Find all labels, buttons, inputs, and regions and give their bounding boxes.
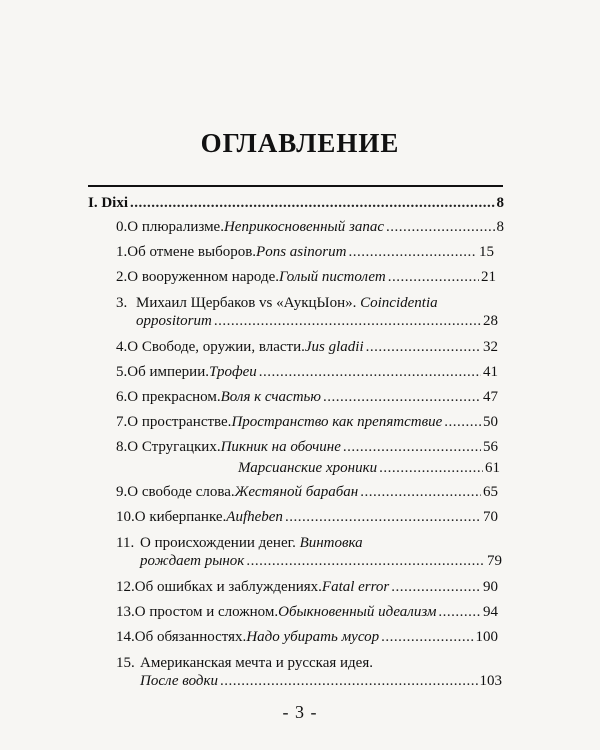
toc-entry-first-line[interactable] (116, 654, 373, 672)
entry-italic: Пространство как препятствие (231, 414, 443, 430)
dot-leader (348, 243, 477, 261)
toc-entry-continuation[interactable] (140, 672, 502, 690)
dot-leader (444, 413, 481, 431)
entry-italic: Марсианские хроники (238, 460, 378, 476)
entry-italic: Трофеи (208, 364, 257, 380)
entry-italic: Надо убирать мусор (246, 629, 380, 645)
toc-entry[interactable] (116, 363, 498, 381)
toc-entry[interactable] (116, 508, 498, 526)
entry-text: О простом и сложном. (134, 604, 279, 620)
dot-leader (323, 388, 481, 406)
dot-leader (246, 552, 485, 570)
entry-page: 47 (483, 389, 498, 405)
entry-number: 14. (116, 629, 135, 645)
entry-text: О плюрализме. (127, 219, 224, 235)
entry-text: Американская мечта и русская идея. (140, 655, 373, 671)
dot-leader (379, 459, 483, 477)
entry-italic: Обыкновенный идеализм (278, 604, 437, 620)
entry-page: 70 (483, 509, 498, 525)
toc-entry-continuation[interactable] (136, 312, 498, 330)
entry-text: Об отмене выборов. (127, 244, 257, 260)
dot-leader (130, 194, 494, 212)
entry-number: 15. (116, 655, 135, 671)
toc-entry[interactable] (116, 578, 498, 596)
toc-entry-first-line[interactable] (116, 294, 438, 312)
entry-number: 0. (116, 219, 128, 235)
entry-page: 50 (483, 414, 498, 430)
toc-entry[interactable] (116, 243, 494, 261)
dot-leader (388, 268, 479, 286)
toc-entry[interactable] (116, 628, 498, 646)
entry-text: Об ошибках и заблуждениях. (134, 579, 322, 595)
entry-page: 41 (483, 364, 498, 380)
entry-number: 7. (116, 414, 128, 430)
entry-italic: Пикник на обочине (220, 439, 341, 455)
entry-text: Михаил Щербаков vs «АукцЫон». (136, 295, 361, 311)
toc-entry[interactable] (116, 603, 498, 621)
dot-leader (360, 483, 481, 501)
entry-page: 32 (483, 339, 498, 355)
dot-leader (214, 312, 481, 330)
entry-italic: Fatal error (321, 579, 390, 595)
entry-text: О пространстве. (127, 414, 232, 430)
entry-page: 103 (479, 673, 502, 689)
entry-text: О вооруженном народе. (127, 269, 280, 285)
entry-italic: Винтовка (299, 535, 363, 551)
title-divider (88, 185, 503, 187)
entry-page: 56 (483, 439, 498, 455)
entry-italic: Pons asinorum (256, 244, 347, 260)
entry-text: О киберпанке. (134, 509, 227, 525)
entry-page: 61 (485, 460, 500, 476)
entry-italic: Воля к счастью (220, 389, 321, 405)
entry-italic: Голый пистолет (279, 269, 386, 285)
toc-part-row[interactable] (88, 194, 504, 212)
entry-page: 79 (487, 553, 502, 569)
entry-number: 6. (116, 389, 128, 405)
entry-text: Об империи. (127, 364, 209, 380)
entry-number: 11. (116, 535, 135, 551)
entry-number: 1. (116, 244, 128, 260)
page-title: ОГЛАВЛЕНИЕ (200, 128, 400, 158)
page-number: - 3 - (282, 702, 318, 722)
dot-leader (285, 508, 481, 526)
entry-text: О происхождении денег. (140, 535, 300, 551)
entry-page: 90 (483, 579, 498, 595)
toc-entry[interactable] (116, 413, 498, 431)
toc-entry-continuation[interactable] (140, 552, 502, 570)
entry-number: 3. (116, 295, 128, 311)
entry-number: 2. (116, 269, 128, 285)
toc-entry[interactable] (116, 268, 496, 286)
toc-entry[interactable] (116, 438, 498, 456)
entry-page: 28 (483, 313, 498, 329)
toc-entry[interactable] (116, 338, 498, 356)
entry-text: О Свободе, оружии, власти. (127, 339, 305, 355)
entry-number: 12. (116, 579, 135, 595)
entry-italic: Жестяной барабан (234, 484, 359, 500)
part-label: I. Dixi (88, 195, 129, 211)
entry-number: 10. (116, 509, 135, 525)
part-page: 8 (496, 195, 504, 211)
toc-entry[interactable] (116, 218, 504, 236)
toc-entry[interactable] (116, 388, 498, 406)
entry-number: 4. (116, 339, 128, 355)
entry-italic: Aufheben (226, 509, 283, 525)
dot-leader (386, 218, 495, 236)
entry-page: 8 (496, 219, 504, 235)
entry-italic-continuation: рождает рынок (140, 553, 245, 569)
dot-leader (366, 338, 481, 356)
dot-leader (381, 628, 473, 646)
toc-entry-first-line[interactable] (116, 534, 363, 552)
entry-number: 13. (116, 604, 135, 620)
entry-italic: Неприкосновенный запас (223, 219, 384, 235)
toc-entry-sub[interactable] (238, 459, 500, 477)
dot-leader (220, 672, 477, 690)
entry-italic: Jus gladii (304, 339, 364, 355)
entry-number: 5. (116, 364, 128, 380)
entry-text: Об обязанностях. (134, 629, 247, 645)
entry-page: 94 (483, 604, 498, 620)
entry-italic-continuation: oppositorum (136, 313, 212, 329)
entry-italic: Coincidentia (360, 295, 438, 311)
dot-leader (343, 438, 481, 456)
entry-page: 65 (483, 484, 498, 500)
entry-page: 100 (475, 629, 498, 645)
dot-leader (391, 578, 481, 596)
dot-leader (438, 603, 481, 621)
entry-text: О свободе слова. (127, 484, 235, 500)
entry-page: 15 (479, 244, 494, 260)
entry-text: О Стругацких. (127, 439, 221, 455)
entry-page: 21 (481, 269, 496, 285)
dot-leader (259, 363, 481, 381)
entry-italic-continuation: После водки (140, 673, 219, 689)
entry-text: О прекрасном. (127, 389, 221, 405)
entry-number: 8. (116, 439, 128, 455)
toc-entry[interactable] (116, 483, 498, 501)
entry-number: 9. (116, 484, 128, 500)
